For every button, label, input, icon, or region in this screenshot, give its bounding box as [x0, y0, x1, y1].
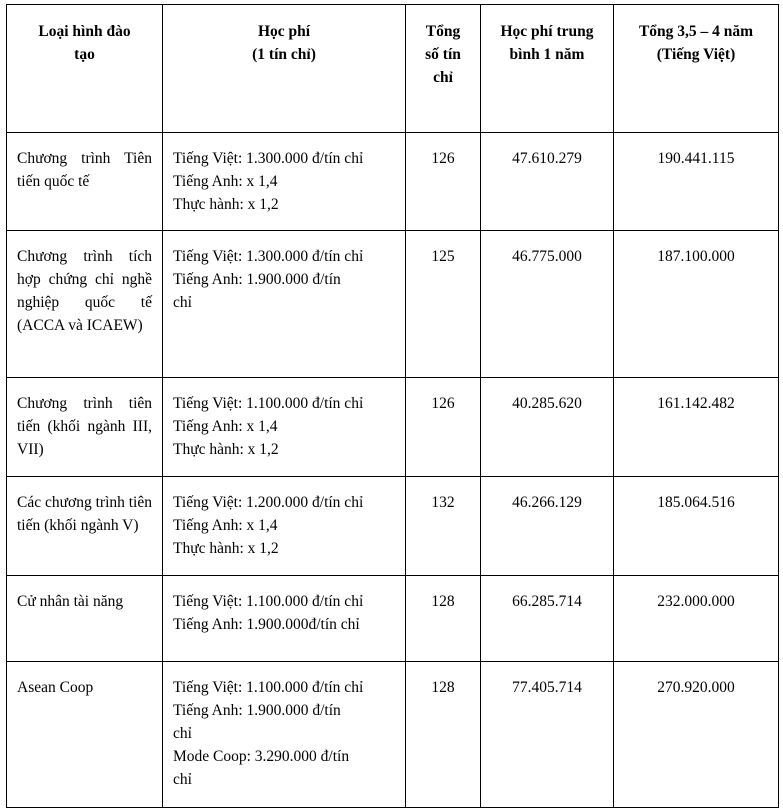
fee-line: Tiếng Anh: x 1,4	[173, 517, 278, 534]
header-fee-line-2: (1 tín chỉ)	[252, 46, 316, 63]
header-total-line-2: (Tiếng Việt)	[656, 46, 736, 63]
credits-cell: 132	[406, 477, 481, 576]
credits-cell: 128	[406, 576, 481, 662]
fee-cell	[163, 477, 406, 576]
header-type: Loại hình đào tạo	[7, 5, 163, 133]
table-row	[7, 662, 779, 808]
program-type-cell: Chương trình tiên tiến (khối ngành III, VII)	[7, 378, 163, 477]
fee-line: Tiếng Anh: 1.900.000 đ/tín chỉ	[173, 702, 341, 742]
total-cell: 270.920.000	[614, 662, 779, 808]
fee-line: Thực hành: x 1,2	[173, 196, 279, 213]
header-avg-year: Học phí trung bình 1 năm	[481, 5, 614, 133]
fee-cell	[163, 662, 406, 808]
fee-cell	[163, 231, 406, 378]
credits-cell: 128	[406, 662, 481, 808]
fee-line: Tiếng Anh: 1.900.000 đ/tín chỉ	[173, 271, 341, 311]
table-row	[7, 231, 779, 378]
fee-line: Mode Coop: 3.290.000 đ/tín chỉ	[173, 748, 350, 788]
program-type-cell: Chương trình Tiên tiến quốc tế	[7, 133, 163, 231]
program-type-cell: Asean Coop	[7, 662, 163, 808]
total-cell: 232.000.000	[614, 576, 779, 662]
table-row	[7, 378, 779, 477]
fee-line: Tiếng Việt: 1.300.000 đ/tín chỉ	[173, 150, 364, 167]
fee-line: Tiếng Việt: 1.200.000 đ/tín chỉ	[173, 494, 364, 511]
fee-line: Tiếng Anh: 1.900.000đ/tín chỉ	[173, 616, 360, 633]
fee-line: Thực hành: x 1,2	[173, 540, 279, 557]
fee-line: Tiếng Việt: 1.100.000 đ/tín chỉ	[173, 593, 364, 610]
credits-cell: 126	[406, 378, 481, 477]
total-cell: 185.064.516	[614, 477, 779, 576]
total-cell: 161.142.482	[614, 378, 779, 477]
fee-cell	[163, 378, 406, 477]
avg-year-cell: 47.610.279	[481, 133, 614, 231]
header-total-line-1: Tổng 3,5 – 4 năm	[638, 23, 754, 40]
header-row	[7, 5, 779, 133]
avg-year-cell: 66.285.714	[481, 576, 614, 662]
table-row	[7, 576, 779, 662]
fee-line: Tiếng Việt: 1.100.000 đ/tín chỉ	[173, 395, 364, 412]
fee-line: Thực hành: x 1,2	[173, 441, 279, 458]
header-fee	[163, 5, 406, 133]
header-fee-line-1: Học phí	[257, 23, 311, 40]
fee-line: Tiếng Anh: x 1,4	[173, 173, 278, 190]
fee-line: Tiếng Việt: 1.100.000 đ/tín chỉ	[173, 679, 364, 696]
program-type-cell: Các chương trình tiên tiến (khối ngành V)	[7, 477, 163, 576]
header-credits: Tổng số tín chỉ	[406, 5, 481, 133]
fee-line: Tiếng Anh: x 1,4	[173, 418, 278, 435]
fee-cell	[163, 576, 406, 662]
header-total	[614, 5, 779, 133]
fee-cell	[163, 133, 406, 231]
credits-cell: 126	[406, 133, 481, 231]
total-cell: 190.441.115	[614, 133, 779, 231]
table-row	[7, 133, 779, 231]
credits-cell: 125	[406, 231, 481, 378]
total-cell: 187.100.000	[614, 231, 779, 378]
avg-year-cell: 77.405.714	[481, 662, 614, 808]
avg-year-cell: 46.775.000	[481, 231, 614, 378]
fee-line: Tiếng Việt: 1.300.000 đ/tín chỉ	[173, 248, 364, 265]
avg-year-cell: 40.285.620	[481, 378, 614, 477]
avg-year-cell: 46.266.129	[481, 477, 614, 576]
tuition-table	[6, 4, 779, 808]
program-type-cell: Cử nhân tài năng	[7, 576, 163, 662]
program-type-cell: Chương trình tích hợp chứng chỉ nghề nghiệp quốc tế (ACCA và ICAEW)	[7, 231, 163, 378]
table-row	[7, 477, 779, 576]
